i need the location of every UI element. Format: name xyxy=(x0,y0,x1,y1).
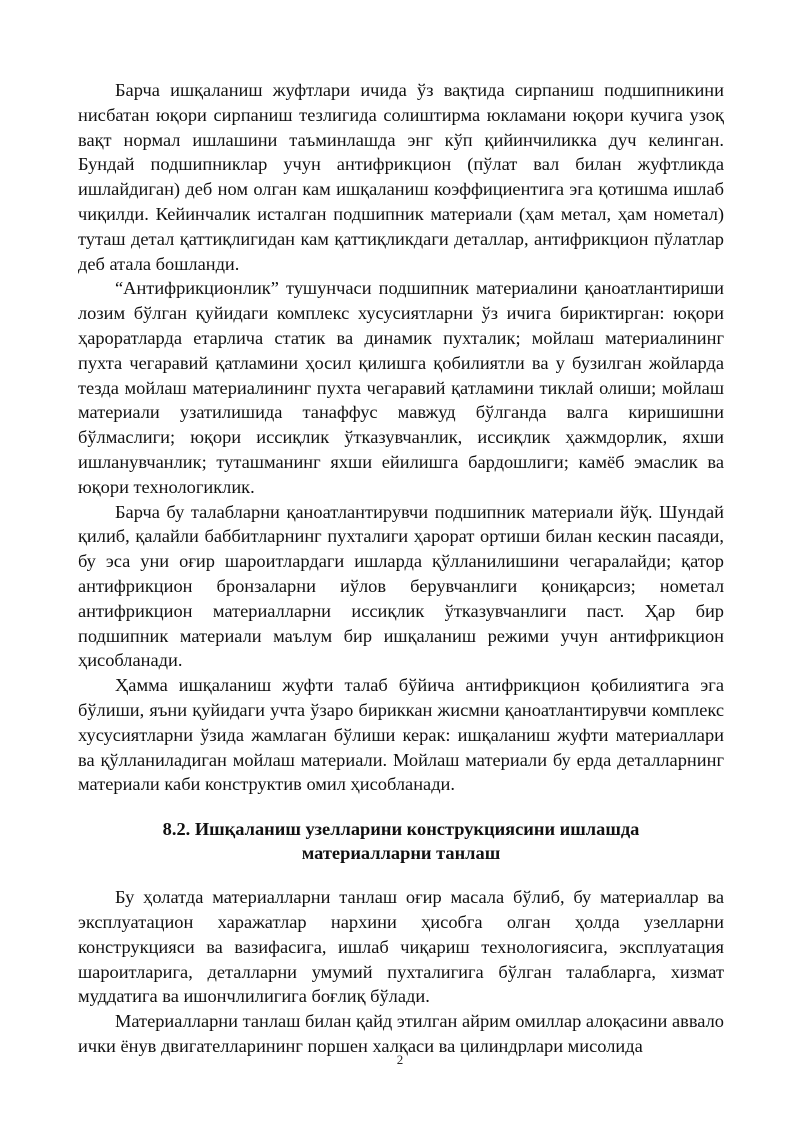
document-page xyxy=(78,78,724,1059)
page-number: 2 xyxy=(396,1052,404,1067)
paragraph-no-ideal-material: Барча бу талабларни қаноатлантирувчи подшипник материали йўқ. Шундай қилиб, қалайли баббитларнинг пухталиги ҳарорат ортиши билан кескин пасаяди, бу эса уни оғир шароитлардаги ишларда қўлланилишини чегаралайди; қатор антифрикцион бронзаларни иўлов берувчанлиги қониқарсиз; нометал антифрикцион материалларни иссиқлик ўтказувчанлиги паст. Ҳар бир подшипник материали маълум бир ишқаланиш режими учун антифрикцион ҳисобланади. xyxy=(78,501,724,671)
paragraph-antifriction-definition: “Антифрикционлик” тушунчаси подшипник материалини қаноатлантириши лозим бўлган қуйидаги комплекс хусусиятларни ўз ичига бириктирган: юқори ҳароратларда етарлича статик ва динамик пухталик; мойлаш материалининг пухта чегаравий қатламини ҳосил қилишга қобилиятли ва у бузилган жойларда тезда мойлаш материалининг пухта чегаравий қатламини тиклай олиши; мойлаш материали узатилишида танаффус мавжуд бўлганда валга киришишни бўлмаслиги; юқори иссиқлик ўтказувчанлик, иссиқлик ҳажмдорлик, яхши ишланувчанлик; туташманинг яхши ейилишга бардошлиги; камёб эмаслик ва юқори технологиклик. xyxy=(78,278,724,497)
section-heading xyxy=(78,817,724,865)
section-heading-line-2: материалларни танлаш xyxy=(301,843,501,864)
paragraph-friction-pair-requirements: Ҳамма ишқаланиш жуфти талаб бўйича антифрикцион қобилиятига эга бўлиши, яъни қуйидаги учта ўзаро бириккан жисмни қаноатлантирувчи комплекс хусусиятларни ўзида жамлаган бўлиши керак: ишқаланиш жуфти материаллари ва қўлланиладиган мойлаш материали. Мойлаш материали бу ерда деталларнинг материали каби конструктив омил ҳисобланади. xyxy=(78,675,724,795)
section-heading-line-1: 8.2. Ишқаланиш узелларини конструкциясини ишлашда xyxy=(162,819,640,840)
paragraph-material-selection: Бу ҳолатда материалларни танлаш оғир масала бўлиб, бу материаллар ва эксплуатацион харажатлар нархини ҳисобга олган ҳолда узелларни конструкцияси ва вазифасига, ишлаб чиқариш технологиясига, эксплуатация шароитларига, деталларни умумий пухталигига бўлган талабларга, хизмат муддатига ва ишончлилигига боғлиқ бўлади. xyxy=(78,887,724,1007)
paragraph-piston-ring-example: Материалларни танлаш билан қайд этилган айрим омиллар алоқасини аввало ички ёнув двигателларининг поршен халқаси ва цилиндрлари мисолида xyxy=(78,1011,724,1056)
paragraph-bearings-intro: Барча ишқаланиш жуфтлари ичида ўз вақтида сирпаниш подшипникини нисбатан юқори сирпаниш тезлигида солиштирма юкламани юқори кучига узоқ вақт нормал ишлашини таъминлашда энг кўп қийинчиликка дуч келинган. Бундай подшипниклар учун антифрикцион (пўлат вал билан жуфтликда ишлайдиган) деб ном олган кам ишқаланиш коэффициентига эга қотишма ишлаб чиқилди. Кейинчалик исталган подшипник материали (ҳам метал, ҳам нометал) туташ детал қаттиқлигидан кам қаттиқликдаги деталлар, антифрикцион пўлатлар деб атала бошланди. xyxy=(78,80,724,274)
